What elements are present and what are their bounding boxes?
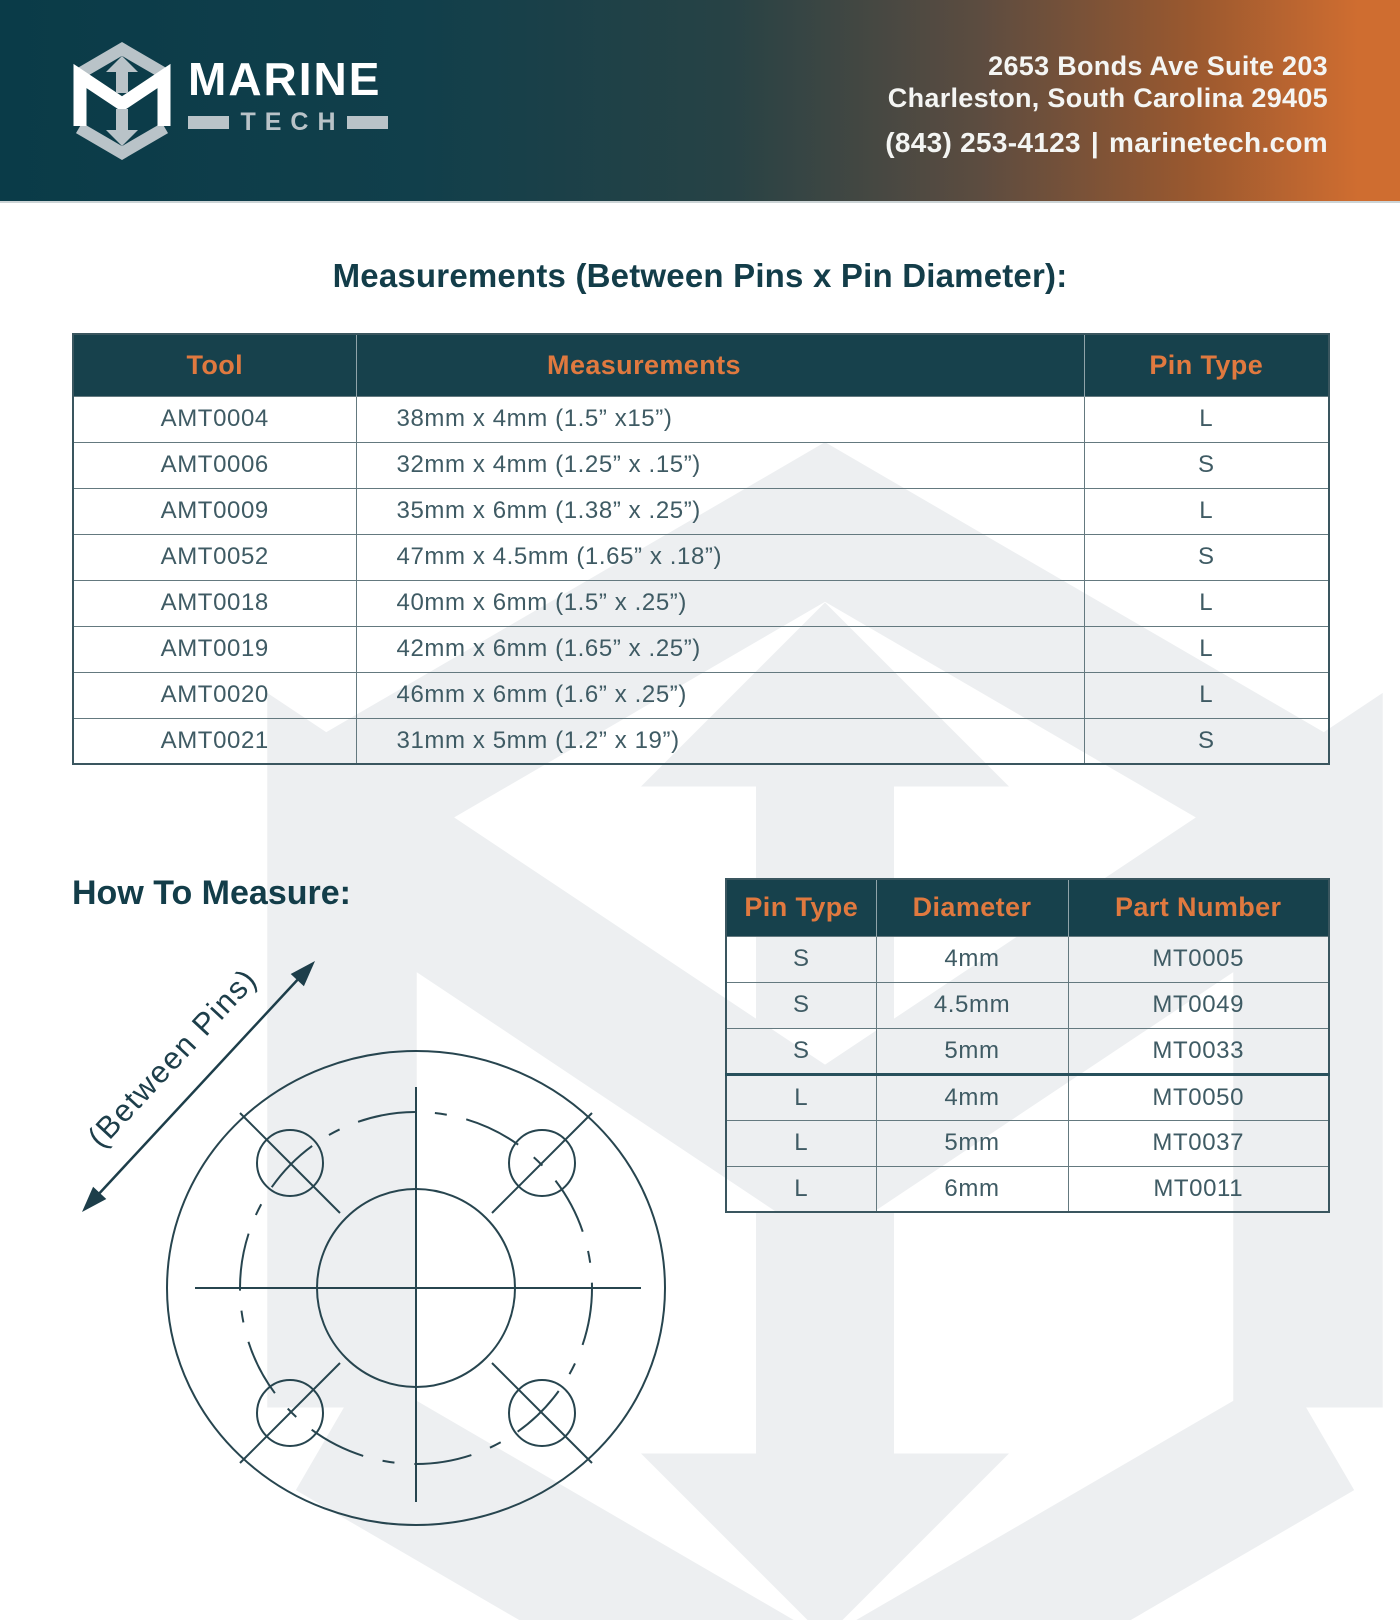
table-cell: 5mm [876,1028,1068,1074]
table-row [726,982,1329,1028]
table-cell: 42mm x 6mm (1.65” x .25”) [356,626,1084,672]
column-header-pin-type: Pin Type [1084,334,1329,396]
table-cell: L [726,1166,876,1212]
address-line-1: 2653 Bonds Ave Suite 203 [988,51,1328,81]
table-cell: MT0011 [1068,1166,1329,1212]
table-cell: AMT0020 [73,672,356,718]
table-cell: MT0033 [1068,1028,1329,1074]
table-header-row [73,334,1329,396]
table-cell: S [1084,718,1329,764]
table-cell: AMT0004 [73,396,356,442]
table-row [73,442,1329,488]
table-cell: L [1084,626,1329,672]
table-cell: 35mm x 6mm (1.38” x .25”) [356,488,1084,534]
table-cell: AMT0006 [73,442,356,488]
brand-bar-left [188,116,229,129]
brand-wordmark [188,53,388,136]
column-header-part-number: Part Number [1068,879,1329,936]
table-cell: L [1084,580,1329,626]
table-row [726,1074,1329,1120]
table-cell: 47mm x 4.5mm (1.65” x .18”) [356,534,1084,580]
how-to-measure-heading: How To Measure: [72,874,351,912]
table-row [726,1028,1329,1074]
table-cell: S [726,982,876,1028]
table-cell: 38mm x 4mm (1.5” x15”) [356,396,1084,442]
flange-diagram [58,925,680,1550]
table-header-row [726,879,1329,936]
table-cell: 4mm [876,1074,1068,1120]
table-row [73,534,1329,580]
table-cell: 32mm x 4mm (1.25” x .15”) [356,442,1084,488]
table-cell: AMT0052 [73,534,356,580]
between-pins-label: (Between Pins) [80,961,264,1155]
column-header-pin-type: Pin Type [726,879,876,936]
table-cell: 4mm [876,936,1068,982]
header-banner [0,0,1400,203]
table-cell: MT0049 [1068,982,1329,1028]
table-row [73,396,1329,442]
measurements-table [72,333,1330,765]
table-cell: S [726,1028,876,1074]
table-cell: L [726,1120,876,1166]
column-header-measurements: Measurements [356,334,1084,396]
table-row [73,488,1329,534]
table-cell: L [726,1074,876,1120]
table-cell: AMT0021 [73,718,356,764]
table-row [73,718,1329,764]
table-row [726,1120,1329,1166]
table-cell: AMT0019 [73,626,356,672]
column-header-diameter: Diameter [876,879,1068,936]
table-cell: L [1084,396,1329,442]
contact-separator: | [1090,127,1100,158]
table-cell: 46mm x 6mm (1.6” x .25”) [356,672,1084,718]
website: marinetech.com [1109,127,1328,158]
table-cell: S [726,936,876,982]
table-cell: 5mm [876,1120,1068,1166]
pin-part-table [725,878,1330,1213]
table-row [73,672,1329,718]
phone-number: (843) 253-4123 [885,127,1081,158]
table-cell: 31mm x 5mm (1.2” x 19”) [356,718,1084,764]
table-row [726,1166,1329,1212]
marinetech-logo-icon [72,40,172,162]
table-cell: 6mm [876,1166,1068,1212]
table-cell: MT0050 [1068,1074,1329,1120]
table-cell: 4.5mm [876,982,1068,1028]
table-cell: L [1084,488,1329,534]
table-row [73,626,1329,672]
table-cell: 40mm x 6mm (1.5” x .25”) [356,580,1084,626]
table-row [726,936,1329,982]
page-title: Measurements (Between Pins x Pin Diameter): [332,257,1068,294]
table-cell: AMT0018 [73,580,356,626]
table-row [73,580,1329,626]
table-cell: AMT0009 [73,488,356,534]
brand-bar-right [347,116,388,129]
address-line-2: Charleston, South Carolina 29405 [887,83,1328,113]
brand-name: MARINE [188,53,382,105]
table-cell: L [1084,672,1329,718]
phone-website-line [885,127,1328,159]
table-cell: MT0005 [1068,936,1329,982]
table-cell: S [1084,442,1329,488]
column-header-tool: Tool [73,334,356,396]
brand-subname: TECH [240,108,345,136]
table-cell: MT0037 [1068,1120,1329,1166]
table-cell: S [1084,534,1329,580]
contact-block [885,50,1328,159]
